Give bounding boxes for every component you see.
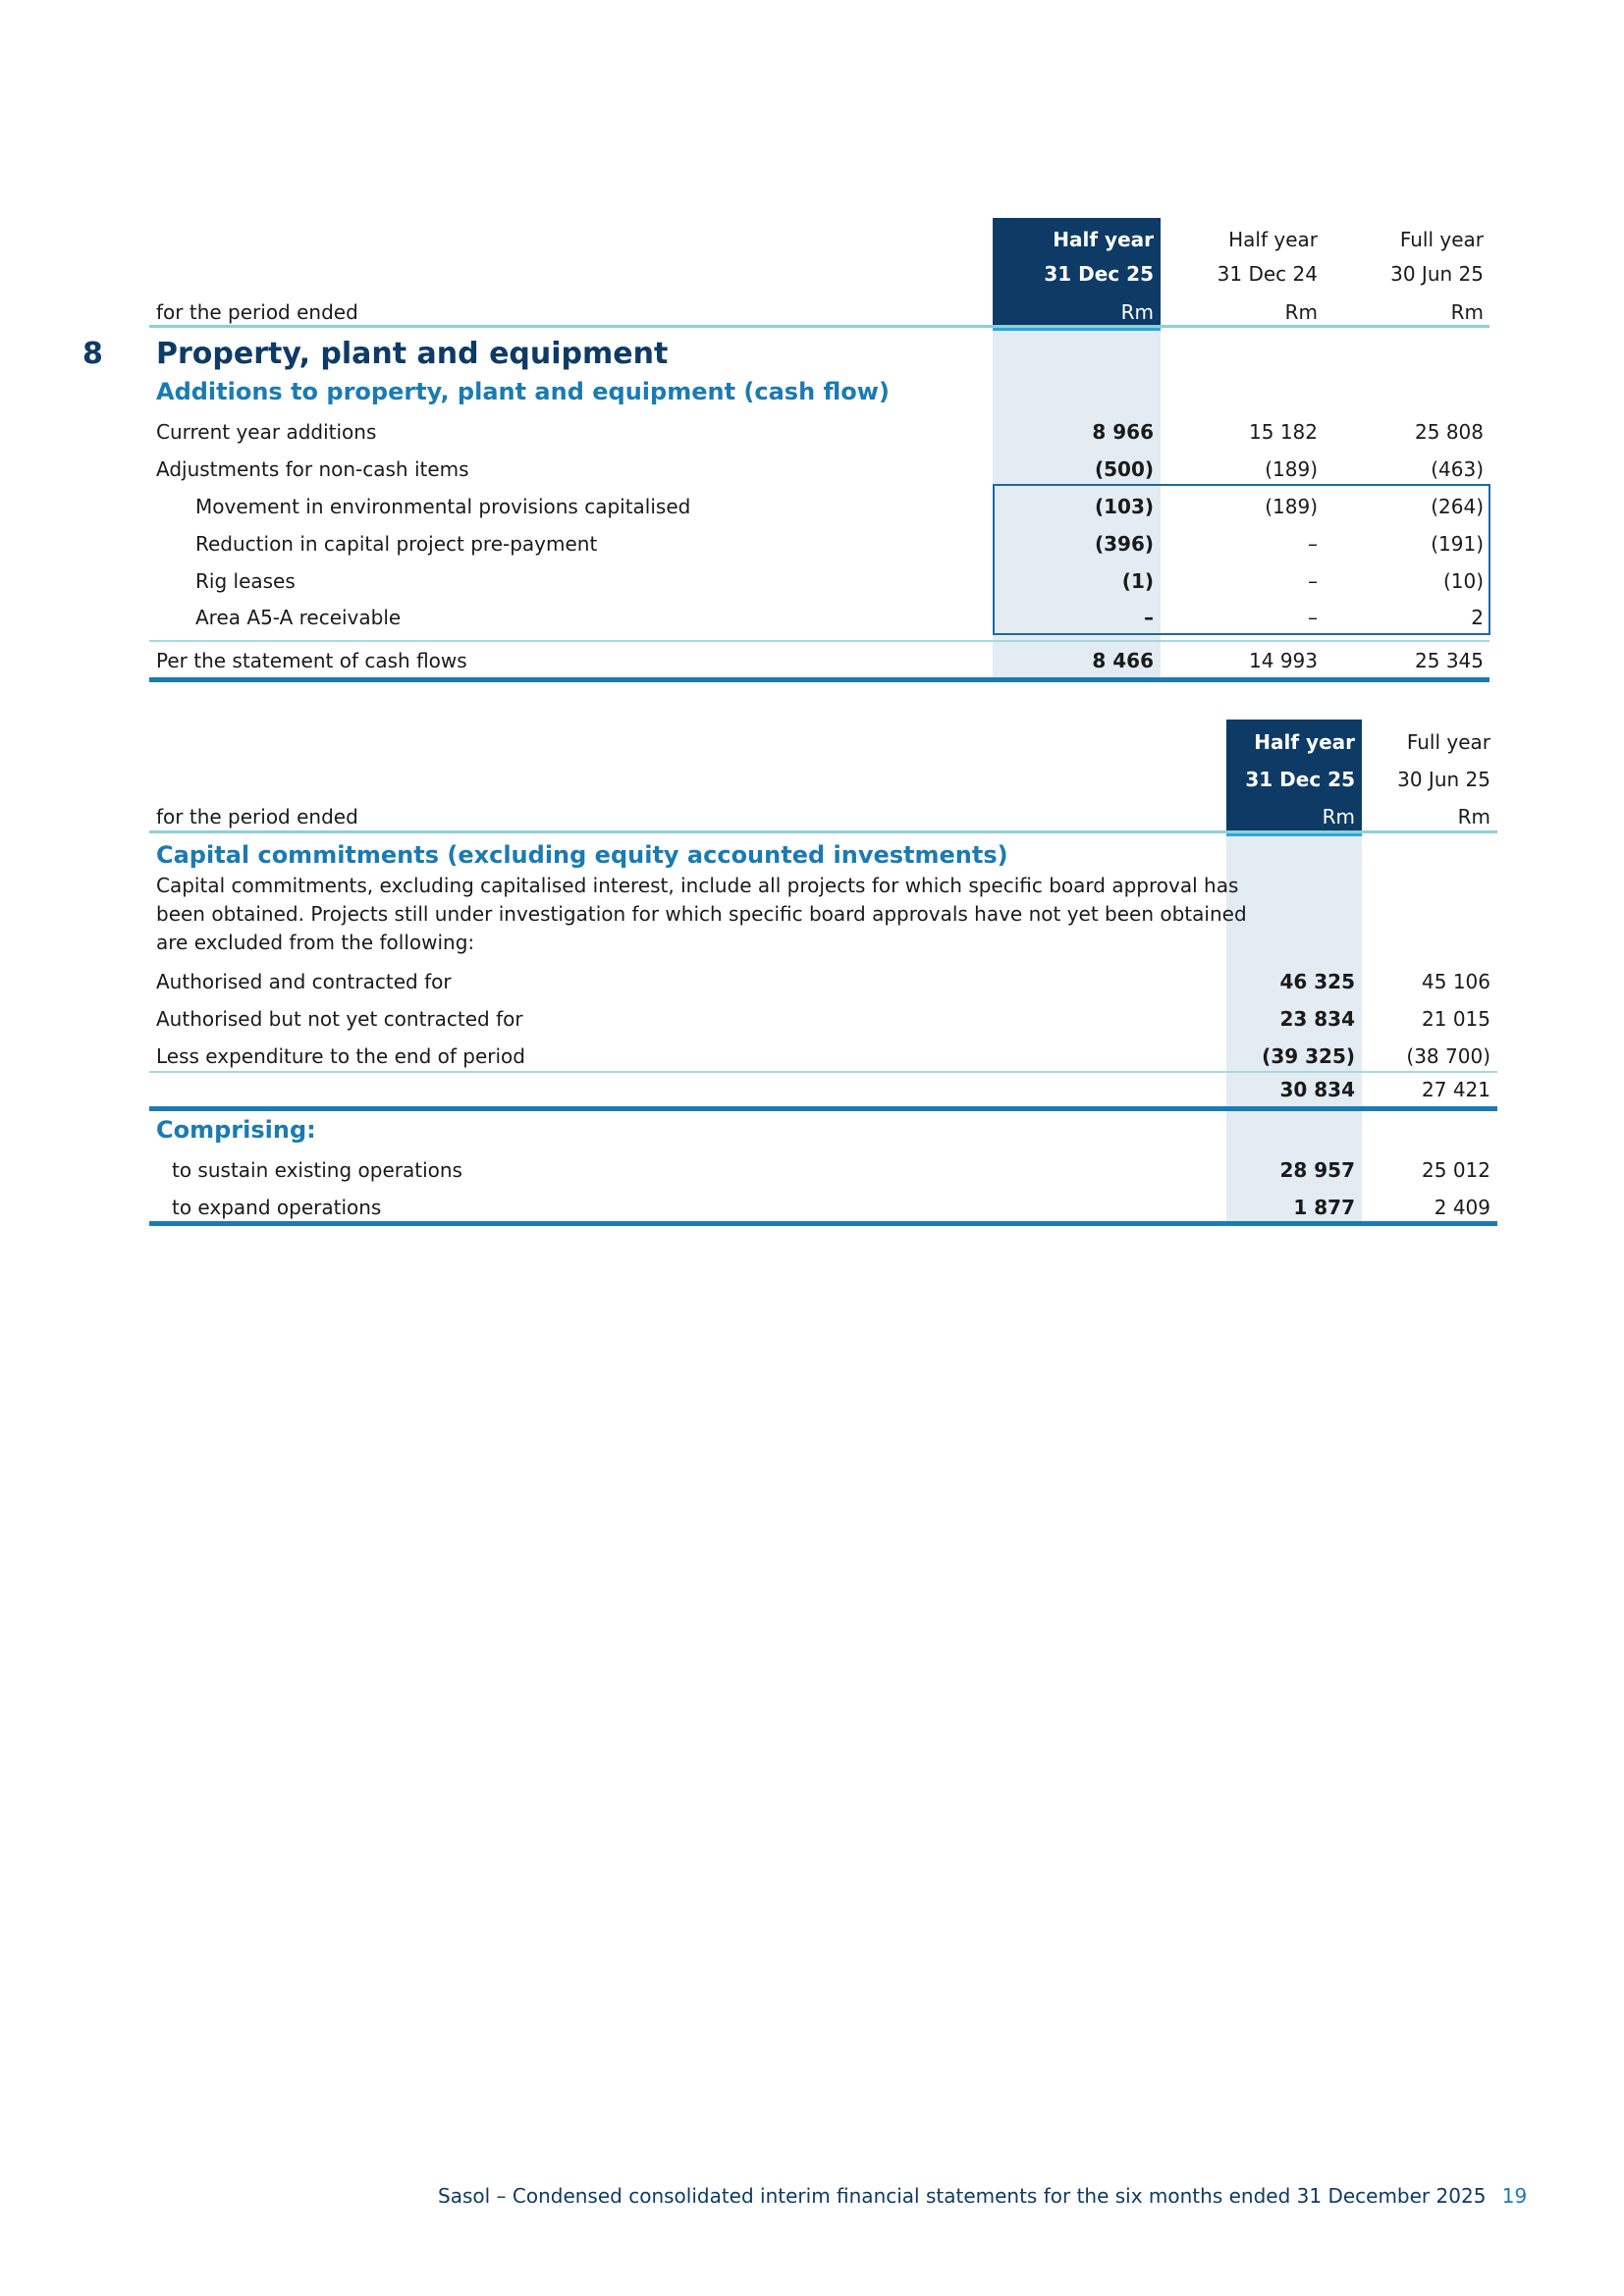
row-value: 25 808 bbox=[1415, 420, 1484, 444]
total-value: 25 345 bbox=[1415, 649, 1484, 672]
col-header-1-line1: Half year bbox=[1053, 228, 1154, 251]
row-value: (500) bbox=[1094, 457, 1154, 481]
header-rule bbox=[149, 325, 1489, 328]
row-value: – bbox=[1308, 532, 1318, 556]
col-header-2-line1: Full year bbox=[1406, 730, 1490, 754]
row-value: (10) bbox=[1442, 569, 1484, 593]
row-label: to expand operations bbox=[172, 1196, 382, 1219]
row-value: (264) bbox=[1431, 495, 1484, 518]
subtotal-value: 30 834 bbox=[1279, 1078, 1355, 1101]
section-number: 8 bbox=[82, 337, 103, 371]
row-value: (103) bbox=[1094, 495, 1154, 518]
row-value: 25 012 bbox=[1422, 1158, 1490, 1182]
row-label: to sustain existing operations bbox=[172, 1158, 462, 1182]
subtotal-bottom-rule bbox=[149, 1106, 1497, 1111]
period-label: for the period ended bbox=[156, 300, 358, 324]
col-header-1-line3: Rm bbox=[1120, 300, 1154, 324]
row-label: Less expenditure to the end of period bbox=[156, 1044, 525, 1068]
total-value: 14 993 bbox=[1249, 649, 1318, 672]
subtitle-capital-commitments: Capital commitments (excluding equity accounted investments) bbox=[156, 841, 1008, 869]
row-value: (38 700) bbox=[1406, 1044, 1490, 1068]
page-footer bbox=[438, 2184, 1527, 2208]
col-header-1-line2: 31 Dec 25 bbox=[1044, 262, 1154, 286]
col-header-2-line1: Half year bbox=[1228, 228, 1318, 251]
row-value: 8 966 bbox=[1092, 420, 1154, 444]
col-header-1-line2: 31 Dec 25 bbox=[1245, 768, 1355, 791]
col-header-2-line3: Rm bbox=[1457, 805, 1490, 828]
row-value: 2 bbox=[1471, 606, 1484, 629]
paragraph-line: Capital commitments, excluding capitalised interest, include all projects for which specific board approval has bbox=[156, 874, 1239, 897]
row-value: (189) bbox=[1265, 457, 1318, 481]
col-header-1-line1: Half year bbox=[1254, 730, 1355, 754]
row-label: Authorised and contracted for bbox=[156, 970, 452, 993]
row-value: 2 409 bbox=[1434, 1196, 1490, 1219]
row-value: 28 957 bbox=[1279, 1158, 1355, 1182]
col-header-3-line1: Full year bbox=[1399, 228, 1484, 251]
row-label: Current year additions bbox=[156, 420, 377, 444]
col-header-3-line2: 30 Jun 25 bbox=[1390, 262, 1484, 286]
col-header-3-line3: Rm bbox=[1450, 300, 1484, 324]
row-value: 21 015 bbox=[1422, 1007, 1490, 1031]
total-label: Per the statement of cash flows bbox=[156, 649, 467, 672]
page-number: 19 bbox=[1501, 2184, 1528, 2208]
col-header-2-line3: Rm bbox=[1284, 300, 1318, 324]
col-header-1-line3: Rm bbox=[1322, 805, 1355, 828]
row-value: – bbox=[1144, 606, 1154, 629]
row-value: 1 877 bbox=[1293, 1196, 1355, 1219]
table-bottom-rule bbox=[149, 1221, 1497, 1226]
row-value: (189) bbox=[1265, 495, 1318, 518]
row-value: (463) bbox=[1431, 457, 1484, 481]
section-title: Property, plant and equipment bbox=[156, 337, 669, 371]
period-label: for the period ended bbox=[156, 805, 358, 828]
row-label: Adjustments for non-cash items bbox=[156, 457, 469, 481]
paragraph-line: are excluded from the following: bbox=[156, 931, 475, 954]
col-header-2-line2: 30 Jun 25 bbox=[1397, 768, 1490, 791]
row-label: Reduction in capital project pre-payment bbox=[195, 532, 598, 556]
header-rule bbox=[149, 830, 1497, 833]
row-value: (1) bbox=[1121, 569, 1154, 593]
row-value: – bbox=[1308, 569, 1318, 593]
row-value: 46 325 bbox=[1279, 970, 1355, 993]
row-label: Area A5-A receivable bbox=[195, 606, 402, 629]
row-value: 45 106 bbox=[1422, 970, 1490, 993]
table-bottom-rule bbox=[149, 677, 1489, 682]
row-value: – bbox=[1308, 606, 1318, 629]
total-top-rule bbox=[149, 640, 1489, 642]
comprising-title: Comprising: bbox=[156, 1116, 316, 1144]
row-label: Authorised but not yet contracted for bbox=[156, 1007, 523, 1031]
row-value: (396) bbox=[1094, 532, 1154, 556]
subtotal-top-rule bbox=[149, 1071, 1497, 1073]
subtitle-additions: Additions to property, plant and equipment (cash flow) bbox=[156, 378, 890, 405]
row-value: 23 834 bbox=[1279, 1007, 1355, 1031]
row-label: Rig leases bbox=[195, 569, 296, 593]
col-header-2-line2: 31 Dec 24 bbox=[1217, 262, 1318, 286]
footer-text: Sasol – Condensed consolidated interim financial statements for the six months ended 31 December 2025 bbox=[438, 2184, 1487, 2208]
subtotal-value: 27 421 bbox=[1422, 1078, 1490, 1101]
row-value: (191) bbox=[1431, 532, 1484, 556]
row-label: Movement in environmental provisions capitalised bbox=[195, 495, 691, 518]
row-value: 15 182 bbox=[1249, 420, 1318, 444]
row-value: (39 325) bbox=[1262, 1044, 1355, 1068]
total-value: 8 466 bbox=[1092, 649, 1154, 672]
paragraph-line: been obtained. Projects still under investigation for which specific board approvals have not yet been obtained bbox=[156, 902, 1247, 926]
